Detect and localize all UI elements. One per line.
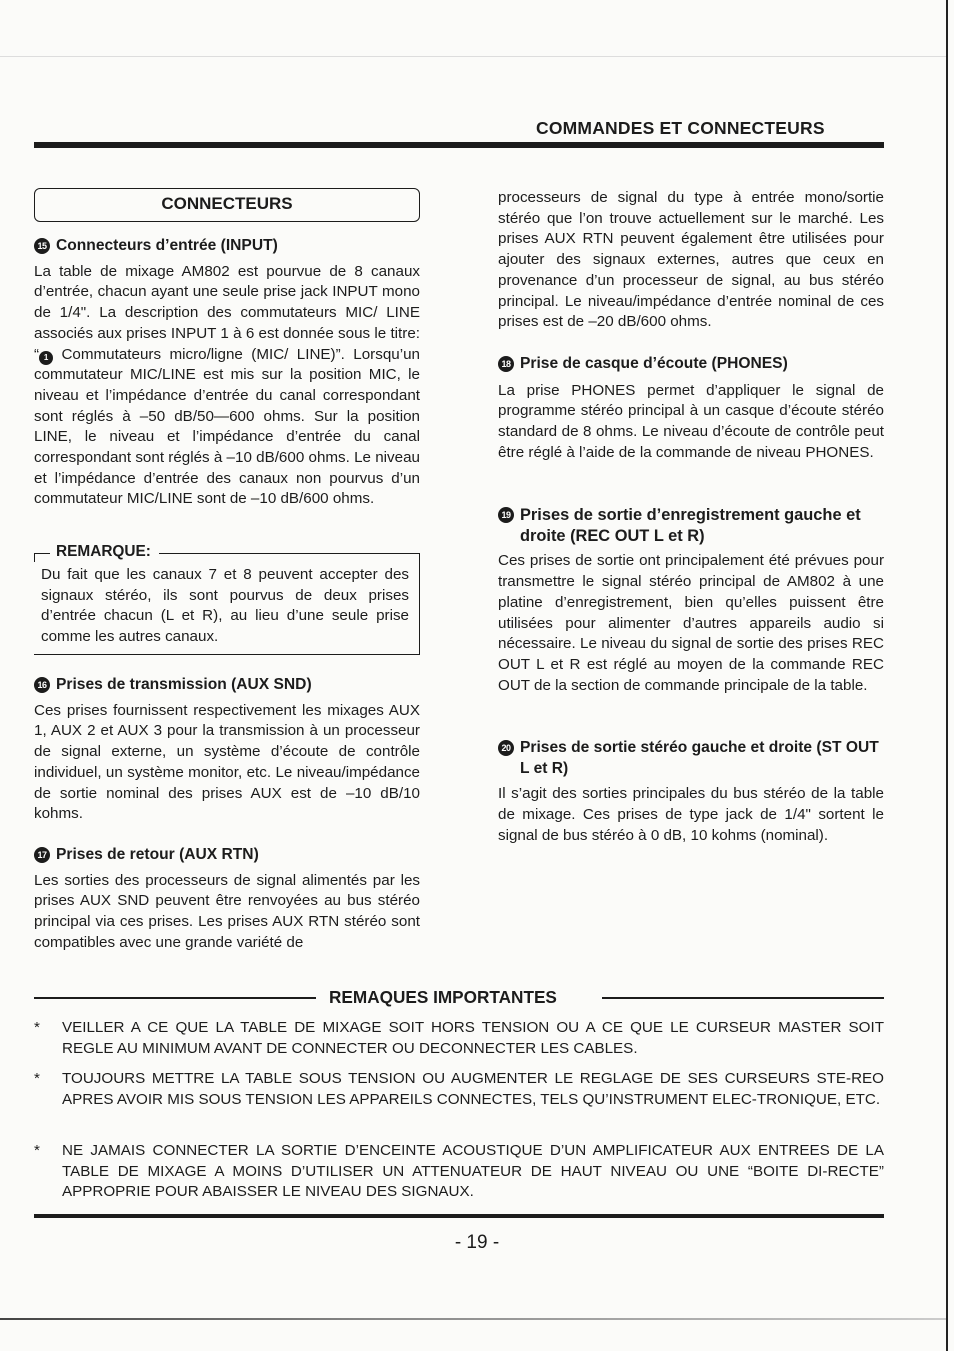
bullet-asterisk: * xyxy=(34,1019,40,1036)
page-header-title: COMMANDES ET CONNECTEURS xyxy=(536,118,825,138)
important-rule-left xyxy=(34,997,316,999)
footer-rule xyxy=(34,1214,884,1218)
scan-edge-right xyxy=(946,0,948,1351)
paragraph-aux-rtn: Les sorties des processeurs de signal alimentés par les prises AUX SND peuvent être renvoyées au bus stéréo principal via ces prises. Les prises AUX RTN stéréo sont compatibles avec une grande variété de xyxy=(34,871,420,951)
paragraph-aux-rtn-continued xyxy=(498,188,884,333)
section-title: CONNECTEURS xyxy=(161,194,293,213)
important-note-text: NE JAMAIS CONNECTER LA SORTIE D’ENCEINTE ACOUSTIQUE D’UN AMPLIFICATEUR AUX ENTREES DE LA TABLE DE MIXAGE A MOINS D’UTILISER UN ATTENUATEUR DE HAUT NIVEAU OU UNE “BOITE DI-RECTE” APPROPRIE POUR ABAISSER LE NIVEAU DES SIGNAUX. xyxy=(62,1142,884,1201)
heading-rec-out-text: Prises de sortie d’enregistrement gauche et droite (REC OUT L et R) xyxy=(520,506,861,545)
paragraph-input xyxy=(34,262,420,510)
important-note-text: VEILLER A CE QUE LA TABLE DE MIXAGE SOIT HORS TENSION OU A CE QUE LE CURSEUR MASTER SOIT REGLE AU MINIMUM AVANT DE CONNECTER OU DECONNECTER LES CABLES. xyxy=(62,1019,884,1057)
scan-edge-bottom xyxy=(0,1318,946,1320)
heading-rec-out xyxy=(498,505,884,546)
heading-aux-snd-text: Prises de transmission (AUX SND) xyxy=(56,676,312,693)
section-input xyxy=(34,236,420,510)
paragraph-input-part1: La table de mixage AM802 est pourvue de 8 canaux d’entrée, chacun ayant une seule prise jack INPUT mono de 1/4". La description des commutateurs MIC/ LINE associés aux prises INPUT 1 à 6 est donnée sous le titre: “ xyxy=(34,262,420,363)
heading-aux-rtn xyxy=(34,845,420,866)
heading-phones xyxy=(498,354,884,375)
remark-text: Du fait que les canaux 7 et 8 peuvent accepter des signaux stéréo, ils sont pourvus de deux prises d’entrée chacun (L et R), au lieu d’une seule prise comme les autres canaux. xyxy=(41,566,409,646)
paragraph-input-part2: Commutateurs micro/ligne (MIC/ LINE)”. Lorsqu’un commutateur MIC/LINE est mis sur la position MIC, le niveau et l’impédance d’entrée du canal correspondant sont réglés à –50 dB/50—600 ohms. Sur la position LINE, le niveau et l’impédance d’entrée du canal correspondant sont réglés à –10 dB/600 ohms. Le niveau et l’impédance d’entrée des canaux non pourvus d’un commutateur MIC/LINE sont de –10 dB/600 ohms. xyxy=(34,345,420,508)
number-17-icon: 17 xyxy=(34,847,50,863)
paragraph-continuation: processeurs de signal du type à entrée mono/sortie stéréo que l’on trouve actuellement sur le marché. Les prises AUX RTN peuvent également être utilisées pour ajouter des signaux externes, autres que ceux en provenance d’un processeur de signal, au bus stéréo principal. Le niveau/impédance d’entrée nominal de ces prises est de –20 dB/600 ohms. xyxy=(498,189,884,331)
paragraph-st-out: Il s’agit des sorties principales du bus stéréo de la table de mixage. Ces prises de type jack de 1/4" sortent le signal de bus stéréo à 0 dB, 10 kohms (nominal). xyxy=(498,785,884,844)
section-rec-out xyxy=(498,505,884,696)
header-rule xyxy=(34,142,884,148)
heading-input xyxy=(34,236,420,257)
heading-st-out-text: Prises de sortie stéréo gauche et droite (ST OUT L et R) xyxy=(520,739,879,777)
number-18-icon: 18 xyxy=(498,356,514,372)
remark-box-tick xyxy=(34,553,35,562)
paragraph-rec-out: Ces prises de sortie ont principalement été prévues pour transmettre le signal stéréo principal de AM802 à une platine d’enregistrement, bien qu’elles puissent être utilisées pour alimenter d’autres appareils audio si nécessaire. Le niveau du signal de sortie des prises REC OUT L et R est réglé au moyen de la commande REC OUT de la section de commande principale de la table. xyxy=(498,552,884,694)
section-aux-snd xyxy=(34,675,420,825)
number-20-icon: 20 xyxy=(498,740,514,756)
section-title-box xyxy=(34,188,420,222)
heading-aux-rtn-text: Prises de retour (AUX RTN) xyxy=(56,846,259,863)
number-15-icon: 15 xyxy=(34,238,50,254)
remark-label: REMARQUE: xyxy=(50,543,159,561)
heading-aux-snd xyxy=(34,675,420,696)
paragraph-phones: La prise PHONES permet d’appliquer le signal de programme stéréo principal à un casque d’écoute stéréo standard de 8 ohms. Le niveau d’écoute de contrôle peut être réglé à l’aide de la commande de niveau PHONES. xyxy=(498,381,884,461)
heading-input-text: Connecteurs d’entrée (INPUT) xyxy=(56,237,278,254)
paragraph-aux-snd: Ces prises fournissent respectivement les mixages AUX 1, AUX 2 et AUX 3 pour la transmission à un processeur de signal externe, un système d’écoute de contrôle individuel, un système monitor, etc. Le niveau/impédance de sortie nominal des prises AUX est de –10 dB/10 kohms. xyxy=(34,701,420,823)
page-number: - 19 - xyxy=(454,1232,500,1253)
important-title: REMAQUES IMPORTANTES xyxy=(329,987,557,1007)
heading-st-out xyxy=(498,738,884,779)
number-16-icon: 16 xyxy=(34,677,50,693)
bullet-asterisk: * xyxy=(34,1142,40,1159)
section-aux-rtn xyxy=(34,845,420,954)
bullet-asterisk: * xyxy=(34,1070,40,1087)
section-st-out xyxy=(498,738,884,847)
important-note-text: TOUJOURS METTRE LA TABLE SOUS TENSION OU AUGMENTER LE REGLAGE DE SES CURSEURS STE-REO APRES AVOIR MIS SOUS TENSION LES APPAREILS CONNECTES, TELS QU’INSTRUMENT ELEC-TRONIQUE, ETC. xyxy=(62,1070,884,1108)
number-19-icon: 19 xyxy=(498,507,514,523)
scan-edge-top xyxy=(0,56,946,57)
heading-phones-text: Prise de casque d’écoute (PHONES) xyxy=(520,355,788,372)
important-rule-right xyxy=(602,997,884,999)
section-phones xyxy=(498,354,884,464)
number-1-icon: 1 xyxy=(39,351,53,365)
